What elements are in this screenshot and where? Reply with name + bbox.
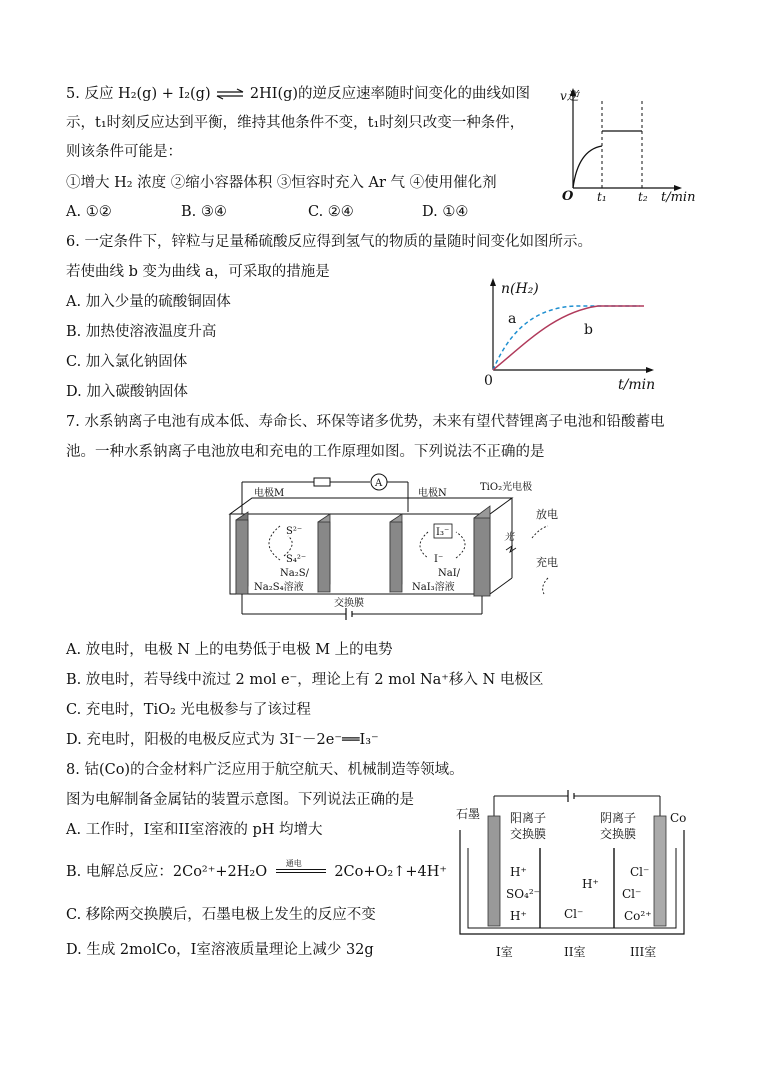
na2s4-label: Na₂S₄溶液 (254, 582, 304, 593)
q7-battery-diagram (222, 474, 582, 624)
electrode-m-label: 电极M (254, 488, 285, 499)
q5-graph-t1: t₁ (597, 190, 607, 204)
q6-graph-xlabel: t/min (618, 377, 656, 393)
q8-option-b-condition: 通电 (285, 859, 302, 868)
q6-graph-ylabel: n(H₂) (501, 281, 539, 297)
room1-h-2: H⁺ (510, 909, 527, 923)
q8-option-b[interactable] (66, 859, 448, 882)
q5-option-a[interactable]: A. ①② (66, 204, 112, 220)
q7-option-a[interactable]: A. 放电时，电极 N 上的电势低于电极 M 上的电势 (66, 642, 393, 658)
electrode-n-label: 电极N (418, 488, 447, 499)
q8-line-1: 8. 钴(Co)的合金材料广泛应用于航空航天、机械制造等领域。 (66, 762, 464, 778)
q5-option-c[interactable]: C. ②④ (308, 204, 354, 220)
q7-option-c[interactable]: C. 充电时，TiO₂ 光电极参与了该过程 (66, 702, 311, 718)
tio2-label: TiO₂光电极 (480, 482, 533, 493)
room3-cl-1: Cl⁻ (630, 865, 650, 879)
q8-electrolysis-diagram (450, 788, 700, 964)
nai3-label: NaI₃溶液 (412, 582, 455, 593)
nai-label: NaI/ (438, 568, 461, 579)
q5-line-1-a: 5. 反应 H₂(g) + I₂(g) (66, 86, 216, 102)
q5-graph-xlabel: t/min (661, 190, 696, 205)
q8-option-b-tail: 2Co+O₂↑+4H⁺ (334, 864, 448, 880)
i-label: I⁻ (434, 554, 444, 565)
q6-option-c[interactable]: C. 加入氯化钠固体 (66, 354, 188, 370)
q5-graph-t2: t₂ (638, 190, 648, 204)
room1-so4: SO₄²⁻ (506, 887, 541, 901)
q7-option-b[interactable]: B. 放电时，若导线中流过 2 mol e⁻，理论上有 2 mol Na⁺移入 N 电极区 (66, 672, 544, 688)
q7-line-2: 池。一种水系钠离子电池放电和充电的工作原理如图。下列说法不正确的是 (66, 444, 545, 460)
ammeter-label: A (375, 478, 383, 489)
electrolysis-arrow-icon (272, 859, 330, 882)
anion-membrane-label-1: 阴离子 (600, 811, 637, 825)
co-electrode-label: Co (670, 811, 687, 825)
q6-line-2: 若使曲线 b 变为曲线 a，可采取的措施是 (66, 264, 330, 280)
q8-option-c[interactable]: C. 移除两交换膜后，石墨电极上发生的反应不变 (66, 907, 376, 923)
q6-graph-origin: 0 (484, 373, 493, 389)
cation-membrane-label-1: 阳离子 (510, 811, 547, 825)
q6-option-b[interactable]: B. 加热使溶液温度升高 (66, 324, 217, 340)
q5-rate-graph (556, 84, 706, 208)
s4-label: S₄²⁻ (286, 554, 307, 565)
room2-h: H⁺ (582, 877, 599, 891)
light-icon (506, 546, 516, 552)
cation-membrane-label-2: 交换膜 (510, 827, 547, 841)
q6-curve-a-label: a (508, 311, 517, 327)
s2-label: S²⁻ (286, 526, 303, 537)
anion-membrane-label-2: 交换膜 (600, 827, 637, 841)
q8-option-d[interactable]: D. 生成 2molCo，I室溶液质量理论上减少 32g (66, 942, 374, 958)
na2s-label: Na₂S/ (280, 568, 309, 579)
graphite-label: 石墨 (456, 807, 481, 821)
q7-option-d[interactable]: D. 充电时，阳极的电极反应式为 3I⁻－2e⁻══I₃⁻ (66, 732, 379, 748)
q5-line-4: ①增大 H₂ 浓度 ②缩小容器体积 ③恒容时充入 Ar 气 ④使用催化剂 (66, 175, 497, 191)
q6-option-a[interactable]: A. 加入少量的硫酸铜固体 (66, 294, 231, 310)
membrane-label: 交换膜 (334, 598, 364, 609)
q5-line-2: 示，t₁时刻反应达到平衡，维持其他条件不变，t₁时刻只改变一种条件， (66, 115, 525, 131)
q8-option-a[interactable]: A. 工作时，I室和II室溶液的 pH 均增大 (66, 822, 323, 838)
light-label: 光 (504, 532, 514, 543)
q5-option-b[interactable]: B. ③④ (181, 204, 227, 220)
equilibrium-arrow-icon (215, 88, 245, 100)
q5-graph-origin: O (562, 189, 574, 204)
room1-label: I室 (496, 945, 513, 959)
i3-label: I₃⁻ (436, 527, 450, 538)
q6-option-d[interactable]: D. 加入碳酸钠固体 (66, 384, 188, 400)
q5-graph-ylabel: v逆 (560, 89, 579, 103)
q5-line-1-b: 2HI(g)的逆反应速率随时间变化的曲线如图 (245, 86, 531, 102)
charge-label: 充电 (536, 556, 558, 569)
q7-line-1: 7. 水系钠离子电池有成本低、寿命长、环保等诸多优势，未来有望代替锂离子电池和铅酸蓄电 (66, 414, 665, 430)
q8-line-2: 图为电解制备金属钴的装置示意图。下列说法正确的是 (66, 792, 414, 808)
q5-options (66, 202, 468, 222)
discharge-label: 放电 (536, 508, 558, 521)
q6-hydrogen-graph (480, 272, 670, 394)
q6-line-1: 6. 一定条件下，锌粒与足量稀硫酸反应得到氢气的物质的量随时间变化如图所示。 (66, 234, 592, 250)
room2-cl: Cl⁻ (564, 907, 584, 921)
room3-co: Co²⁺ (624, 909, 652, 923)
room2-label: II室 (564, 945, 586, 959)
q5-line-1 (66, 84, 530, 104)
q8-option-b-main: B. 电解总反应：2Co²⁺+2H₂O (66, 864, 268, 880)
q6-curve-b-label: b (584, 322, 593, 338)
room3-label: III室 (630, 945, 657, 959)
q5-line-3: 则该条件可能是： (66, 144, 182, 160)
q5-option-d[interactable]: D. ①④ (422, 204, 469, 220)
room3-cl-2: Cl⁻ (622, 887, 642, 901)
room1-h-1: H⁺ (510, 865, 527, 879)
